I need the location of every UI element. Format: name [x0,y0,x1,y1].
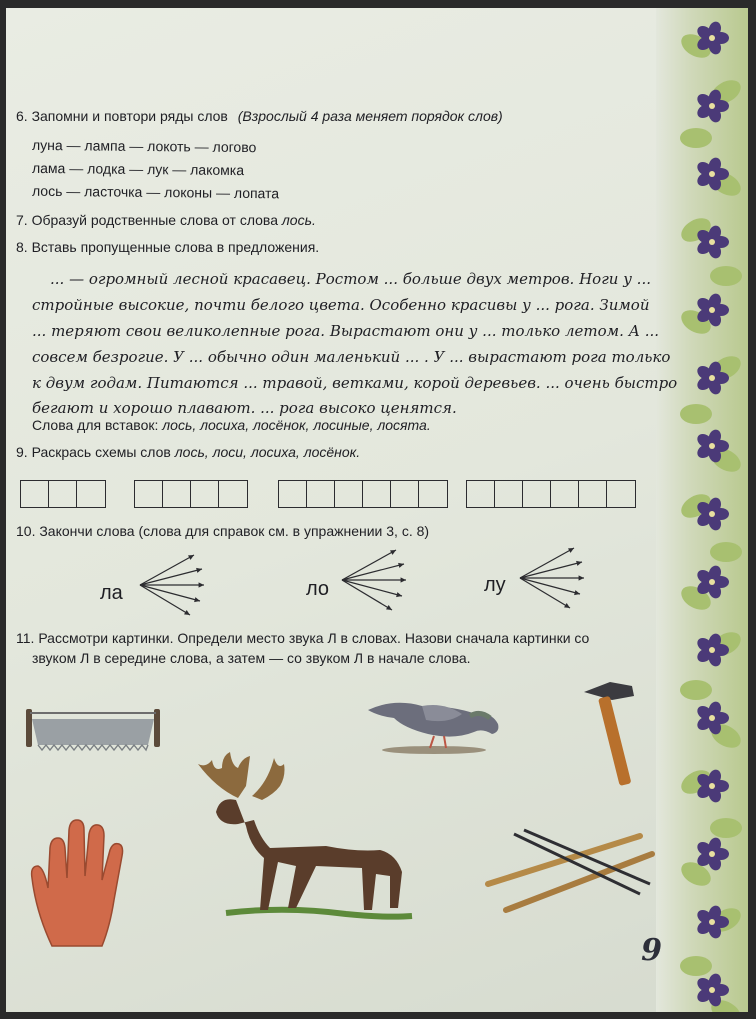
task6-row-3: лось — ласточка — локоны — лопата [31,182,280,202]
arrow-fan-icon [136,551,206,621]
moose-icon [176,738,416,933]
scheme-cell[interactable] [551,481,579,507]
task8-text-line-4: совсем безрогие. У ... обычно один маленький ... . У ... вырастают рога только [32,348,671,366]
workbook-page [6,8,748,1012]
word-scheme [134,480,248,508]
word-scheme [278,480,448,508]
task6-row-1: луна — лампа — локоть — логово [31,136,257,156]
scheme-cell[interactable] [495,481,523,507]
arrow-fan-icon [338,546,408,616]
task8-text-line-2: стройные высокие, почти белого цвета. Особенно красивы у ... рога. Зимой [32,296,650,314]
hammer-icon [580,678,640,790]
arrow-fan-icon [516,544,586,614]
syllable-la: ла [100,582,123,604]
scheme-cell[interactable] [77,481,105,507]
task7: 7. Образуй родственные слова от слова лось. [16,212,316,228]
task7-word: лось. [281,212,316,228]
page-number: 9 [641,933,662,968]
task6-title: 6. Запомни и повтори ряды слов (Взрослый 4 раза меняет порядок слов) [16,108,503,124]
task9-words: лось, лоси, лосиха, лосёнок. [174,444,361,460]
scheme-cell[interactable] [191,481,219,507]
scheme-cell[interactable] [607,481,635,507]
task8-text-line-1: ... — огромный лесной красавец. Ростом ... больше двух метров. Ноги у ... [50,270,651,288]
saw-icon [18,701,168,761]
task8-title: 8. Вставь пропущенные слова в предложения. [16,239,320,255]
task6-note: (Взрослый 4 раза меняет порядок слов) [237,108,503,124]
task8-insert-words: Слова для вставок: лось, лосиха, лосёнок, лосиные, лосята. [32,417,431,433]
scheme-cell[interactable] [21,481,49,507]
hand-icon [24,816,134,951]
syllable-lu: лу [484,574,506,596]
syllable-lo: ло [306,578,330,600]
scheme-cell[interactable] [579,481,607,507]
task6-row-2: лама — лодка — лук — лакомка [31,159,245,179]
task8-text-line-6: бегают и хорошо плавают. ... рога высоко ценятся. [32,399,457,417]
scheme-cell[interactable] [467,481,495,507]
task9: 9. Раскрась схемы слов лось, лоси, лосиха, лосёнок. [16,444,361,460]
word-scheme [20,480,106,508]
scheme-cell[interactable] [391,481,419,507]
scheme-cell[interactable] [335,481,363,507]
scheme-cell[interactable] [49,481,77,507]
scheme-cell[interactable] [163,481,191,507]
task8-text-line-5: к двум годам. Питаются ... травой, ветками, корой деревьев. ... очень быстро [32,374,678,392]
task11-line-1: 11. Рассмотри картинки. Определи место звука Л в словах. Назови сначала картинки со [16,630,590,646]
task11-line-2: звуком Л в середине слова, а затем — со звуком Л в начале слова. [32,650,471,666]
floral-border [656,8,748,1012]
word-scheme [466,480,636,508]
scheme-cell[interactable] [363,481,391,507]
task10: 10. Закончи слова (слова для справок см. в упражнении 3, с. 8) [16,523,430,539]
word-schemes [20,480,660,508]
scheme-cell[interactable] [419,481,447,507]
task8-text-line-3: ... теряют свои великолепные рога. Вырастают они у ... только летом. А ... [32,322,660,340]
violets-vine-icon [656,8,748,1012]
skis-icon [480,824,660,920]
scheme-cell[interactable] [279,481,307,507]
scheme-cell[interactable] [219,481,247,507]
scheme-cell[interactable] [135,481,163,507]
scheme-cell[interactable] [307,481,335,507]
scheme-cell[interactable] [523,481,551,507]
